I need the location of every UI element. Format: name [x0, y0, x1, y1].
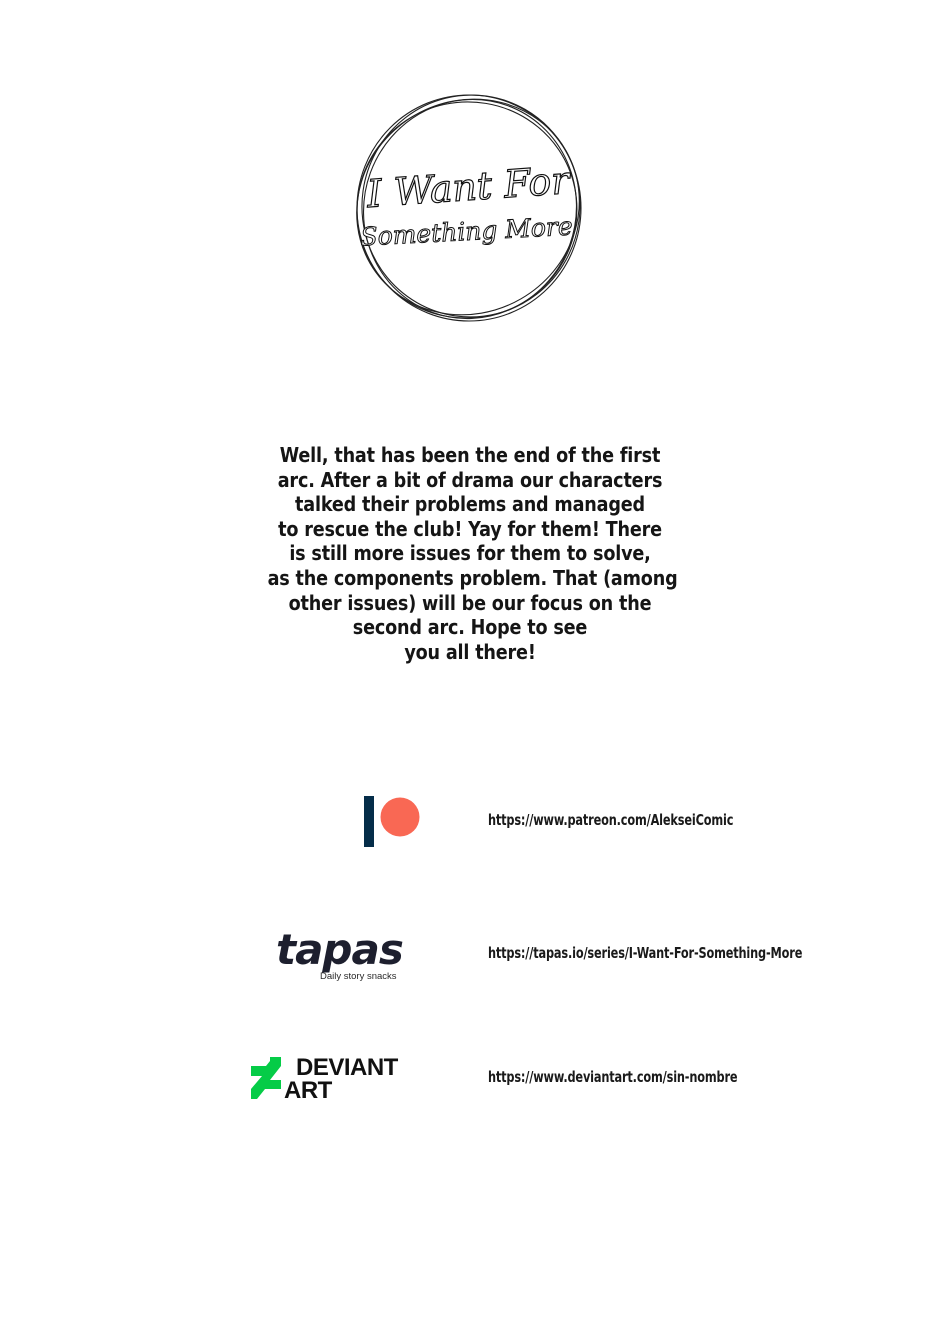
message-line: other issues) will be our focus on the — [288, 590, 652, 615]
logo-title-line1: I Want For — [365, 158, 571, 217]
title-logo — [350, 88, 588, 328]
deviantart-wordmark-line2: ART — [284, 1077, 332, 1104]
tapas-tagline: Daily story snacks — [320, 971, 397, 982]
logo-title-line2: Something More — [359, 211, 574, 252]
message-line: second arc. Hope to see — [352, 615, 588, 640]
message-line: is still more issues for them to solve, — [289, 541, 651, 566]
deviantart-wordmark-line1: DEVIANT — [296, 1054, 398, 1081]
patreon-icon — [364, 795, 422, 849]
message-line: arc. After a bit of drama our characters — [277, 467, 663, 492]
deviantart-mark-icon — [250, 1056, 282, 1100]
end-of-arc-message — [267, 443, 678, 664]
deviantart-icon — [250, 1056, 426, 1106]
tapas-wordmark: tapas — [276, 925, 403, 974]
title-logo-art — [350, 88, 588, 328]
message-line: to rescue the club! Yay for them! There — [278, 516, 662, 541]
deviantart-url-link[interactable]: https://www.deviantart.com/sin-nombre — [488, 1068, 738, 1086]
message-line: you all there! — [404, 639, 536, 664]
message-line: talked their problems and managed — [295, 492, 645, 517]
patreon-url-link[interactable]: https://www.patreon.com/AlekseiComic — [488, 811, 734, 829]
message-line: Well, that has been the end of the first — [279, 443, 661, 467]
tapas-url-link[interactable]: https://tapas.io/series/I-Want-For-Something-More — [488, 944, 803, 962]
tapas-link-row — [0, 924, 940, 984]
message-line: as the components problem. That (among — [267, 565, 678, 590]
tapas-icon — [276, 925, 412, 988]
deviantart-link-row — [0, 1052, 940, 1112]
patreon-link-row — [0, 792, 940, 852]
